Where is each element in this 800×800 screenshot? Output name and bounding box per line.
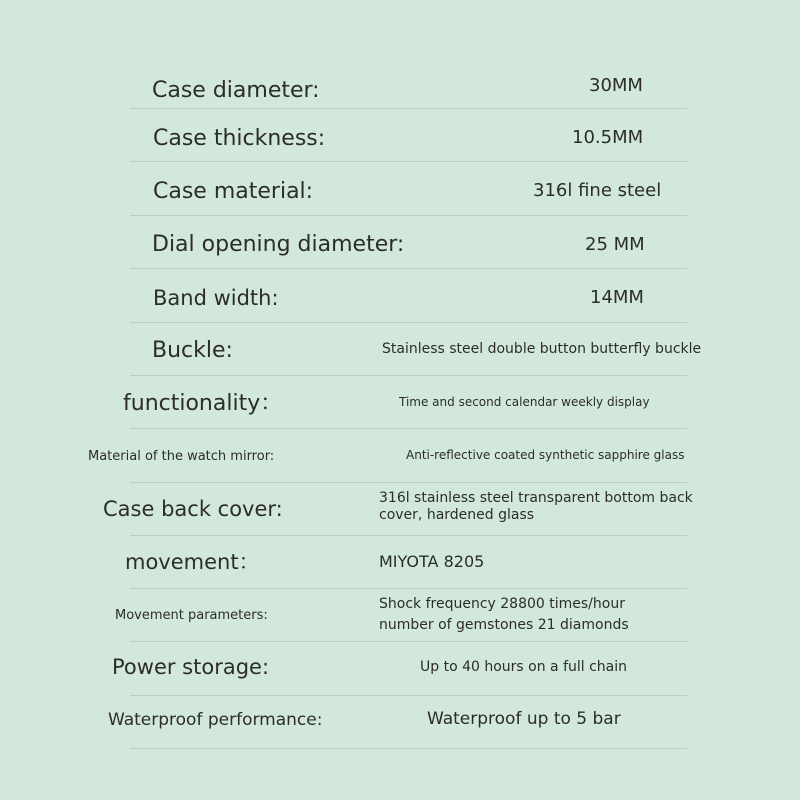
spec-value-band-width: 14MM (590, 287, 644, 308)
row-divider (130, 322, 687, 323)
spec-label-movement-parameters: Movement parameters: (115, 608, 268, 623)
spec-label-case-material: Case material: (153, 179, 314, 204)
row-divider (130, 215, 687, 216)
spec-label-case-back-cover: Case back cover: (103, 497, 283, 521)
spec-label-buckle: Buckle: (152, 338, 233, 363)
row-divider (130, 748, 687, 749)
spec-value-waterproof-performance: Waterproof up to 5 bar (427, 709, 621, 729)
row-divider (130, 588, 687, 589)
spec-label-case-diameter: Case diameter: (152, 78, 320, 103)
spec-value-power-storage: Up to 40 hours on a full chain (420, 659, 628, 675)
row-divider (130, 482, 687, 483)
row-divider (130, 108, 687, 109)
spec-value-dial-opening-diameter: 25 MM (585, 234, 645, 255)
spec-value-movement: MIYOTA 8205 (379, 552, 485, 571)
spec-value-buckle: Stainless steel double button butterfly buckle (382, 341, 702, 357)
spec-value-movement-parameters-line-2: number of gemstones 21 diamonds (379, 617, 629, 633)
spec-value-case-material: 316l fine steel (533, 180, 662, 201)
spec-label-power-storage: Power storage: (112, 655, 270, 679)
spec-value-functionality: Time and second calendar weekly display (399, 395, 650, 409)
row-divider (130, 641, 687, 642)
row-divider (130, 268, 687, 269)
spec-label-case-thickness: Case thickness: (153, 126, 326, 151)
spec-value-case-back-cover: 316l stainless steel transparent bottom back cover, hardened glass (379, 490, 693, 523)
spec-label-dial-opening-diameter: Dial opening diameter: (152, 232, 405, 257)
spec-value-case-thickness: 10.5MM (572, 127, 644, 148)
spec-label-movement: movement： (125, 550, 260, 574)
row-divider (130, 695, 687, 696)
spec-label-band-width: Band width: (153, 286, 279, 310)
spec-label-watch-mirror: Material of the watch mirror: (88, 449, 275, 464)
row-divider (130, 161, 687, 162)
row-divider (130, 535, 687, 536)
row-divider (130, 428, 687, 429)
spec-value-movement-parameters-line-1: Shock frequency 28800 times/hour (379, 596, 625, 612)
spec-value-case-diameter: 30MM (589, 75, 643, 96)
spec-value-watch-mirror: Anti-reflective coated synthetic sapphire glass (406, 448, 685, 462)
spec-label-functionality: functionality： (123, 391, 283, 416)
row-divider (130, 375, 687, 376)
spec-label-waterproof-performance: Waterproof performance: (108, 710, 323, 730)
